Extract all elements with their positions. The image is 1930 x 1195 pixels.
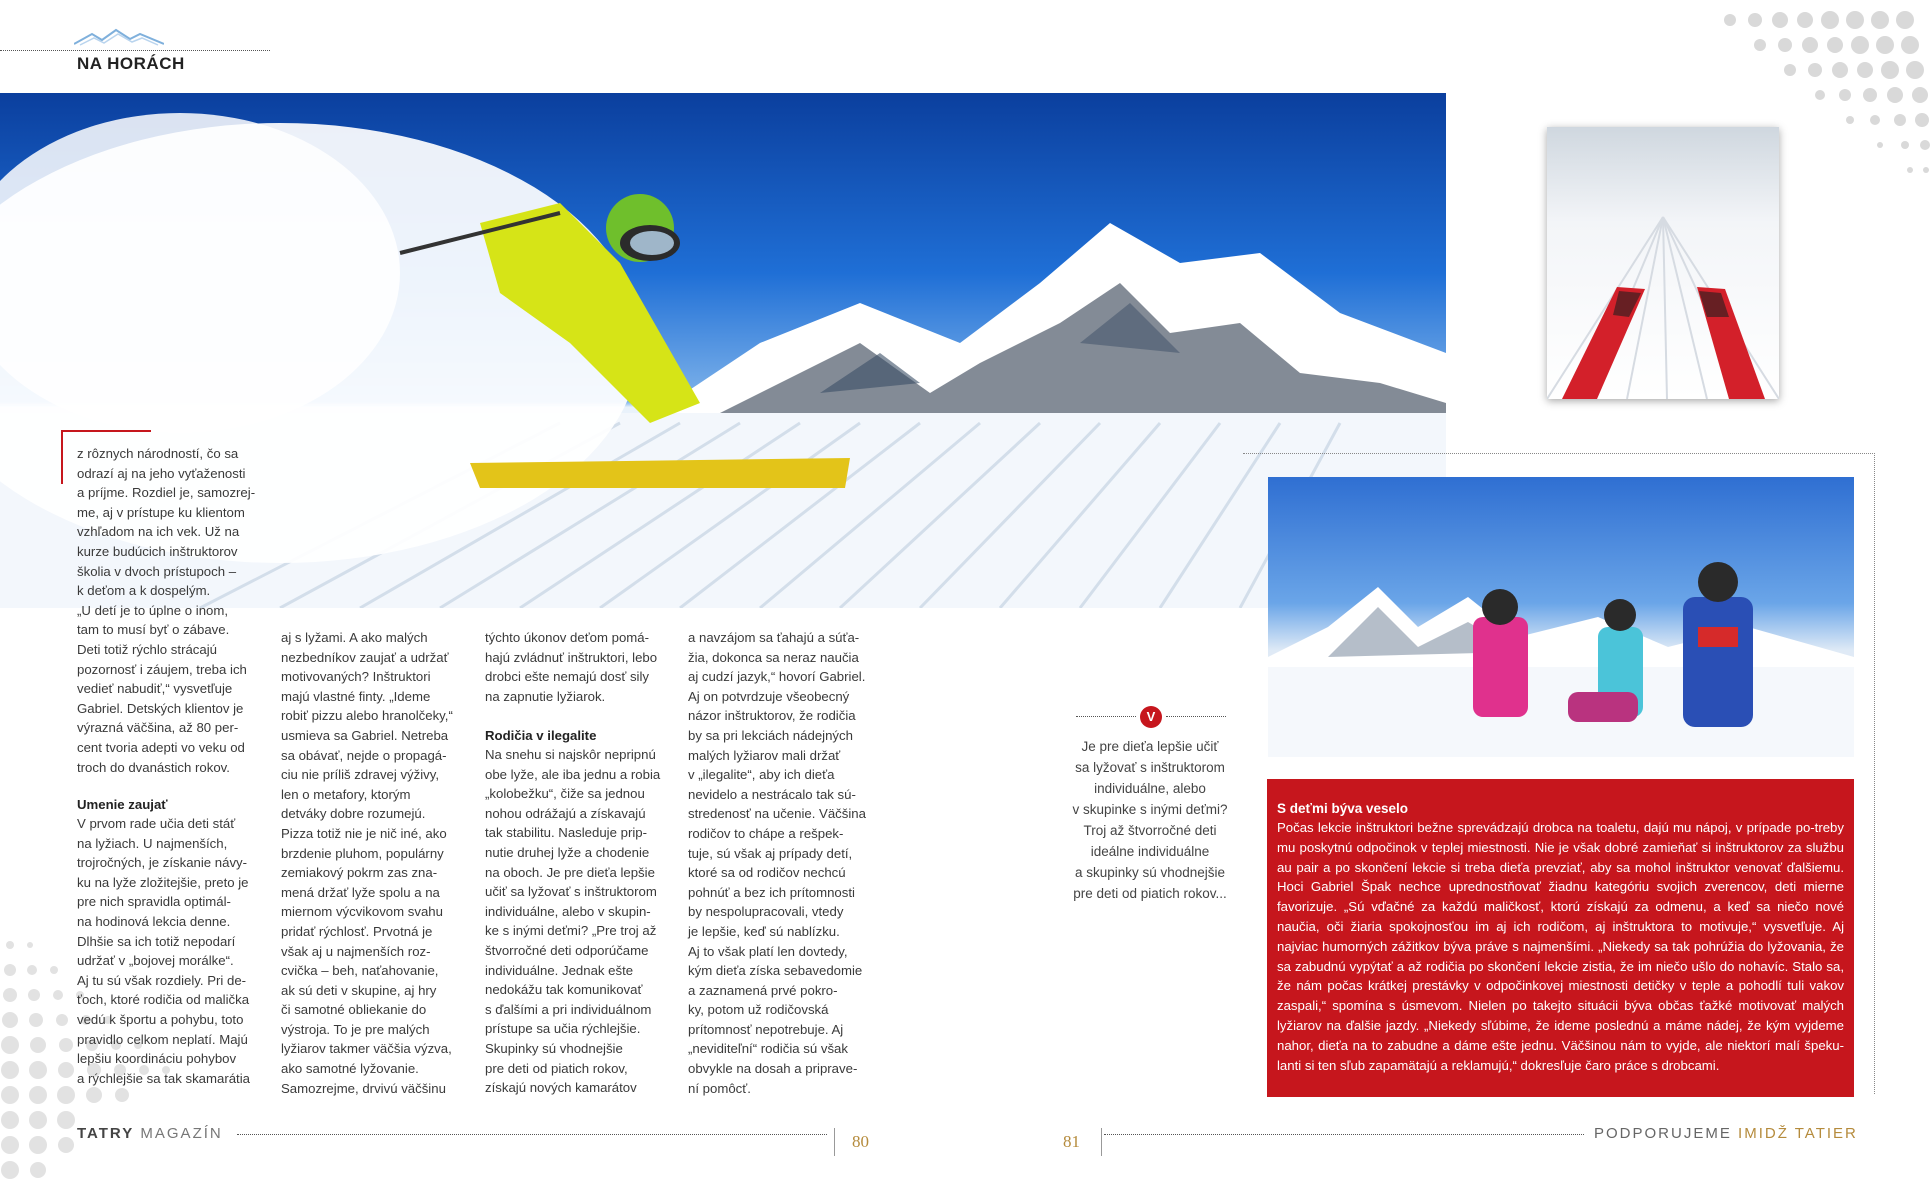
footer-slogan — [1594, 1125, 1858, 1142]
footer-magazine — [77, 1125, 223, 1142]
col4-text: a navzájom sa ťahajú a súťa- žia, dokonca sa neraz naučia aj cudzí jazyk,“ hovorí Gabriel. Aj on potvrdzuje všeobecný názor inštruktorov, že rodičia by sa pri lekciách nádejných malých lyžiarov mali držať v „ilegalite“, aby ich dieťa nevidelo a nestrácalo tak sú- stredenosť na učenie. Väčšina rodičov to chápe a rešpek- tuje, sú však aj prípady detí, ktoré sa od rodičov nechcú pohnúť a bez ich prítomnosti by nespolupracovali, vtedy je lepšie, keď sú nablízku. Aj to však platí len dovtedy, kým dieťa získa sebavedomie a zaznamená prvé pokro- ky, potom už rodičovská prítomnosť nepotrebuje. Aj „neviditeľní“ rodičia sú však obvykle na dosah a priprave- ní pomôcť. — [688, 630, 866, 1096]
page-number-left: 80 — [852, 1132, 869, 1151]
sidebar-red-box — [1267, 779, 1854, 1097]
col2-text: aj s lyžami. A ako malých nezbedníkov zaujať a udržať motivovaných? Inštruktori majú vlastné finty. „Ideme robiť pizzu alebo hranolčeky,“ usmieva sa Gabriel. Netreba sa obávať, nejde o propagá- ciu nie príliš zdravej výživy, len o metafory, ktorým detváky dobre rozumejú. Pizza totiž nie je nič iné, ako brzdenie pluhom, populárny zemiakový pokrm zas zna- mená držať lyže spolu a na miernom výcvikovom svahu pridať rýchlosť. Prvotná je však aj u najmenších roz- cvička – beh, naťahovanie, ak sú deti v skupine, aj hry či samotné obliekanie do výstroja. To je pre malých lyžiarov takmer väčšia výzva, ako samotné lyžovanie. Samozrejme, drvivú väčšinu — [281, 630, 453, 1096]
footer-magazine-light: MAGAZÍN — [140, 1125, 223, 1142]
footer-tick-right — [1101, 1128, 1102, 1156]
photo-kids-cheering — [1268, 477, 1854, 757]
section-title: NA HORÁCH — [77, 54, 185, 73]
footer-slogan-accent: IMIDŽ TATIER — [1738, 1125, 1858, 1142]
quote-rule-left — [1076, 716, 1136, 717]
sidebar-body: Počas lekcie inštruktori bežne sprevádzajú drobca na toaletu, dajú mu nápoj, v prípade po-treby mu poskytnú odpočinok v teplej miestnosti. Nie je však dobré zamieňať si inštruktorov za službu au pair a po skončení lekcie si treba dieťa prevziať, aby sa mohol inštruktor venovať ďalšiemu. Hoci Gabriel Špak nechce uprednostňovať žiadnu kategóriu svojich zverencov, deti mierne favorizuje. „Sú vďačné za každú maličkosť, ktorú získajú za odmenu, a keď sa niečo nové naučia, oči žiaria spokojnosťou im aj ich rodičom, aj inštruktora to motivuje,“ vysvetľuje. Aj najviac humorných zážitkov býva práve s najmenšími. „Niekedy sa tak pohrúžia do lyžovania, že sa zabudnú vypýtať a až rodičia po skončení lekcie zistia, že im niečo ušlo do nohavíc. Stalo sa, že nám počas krátkej prestávky v odpočinkovej miestnosti detičky v teple a pohodlí tuli vakov zaspali,“ spomína s úsmevom. Nielen po takejto situácii býva občas ťažké motivovať malých lyžiarov na ďalšie jazdy. „Niekedy sľúbime, že ideme poslednú a máme nádej, že kým vyjdeme nahor, dieťa na to zabudne a dáme ešte jednu. Väčšinou nám to vyjde, ale niektorí malí špeku-lanti si ten sľub zapamätajú a reklamujú,“ dokresľuje čaro práce s drobcami. — [1277, 820, 1844, 1073]
footer-rule-right — [1104, 1134, 1584, 1135]
quote-rule-right — [1166, 716, 1226, 717]
footer-slogan-light: PODPORUJEME — [1594, 1125, 1732, 1142]
col3-text-bottom: Na snehu si najskôr nepripnú obe lyže, ale iba jednu a robia „kolobežku“, čiže sa jednou nohou odrážajú a získavajú tak stabilitu. Nasleduje prip- nutie druhej lyže a chodenie na oboch. Je pre dieťa lepšie učiť sa lyžovať s inštruktorom individuálne, alebo v skupin- ke s inými deťmi? „Pre troj až štvorročné deti odporúčame individuálne. Jednak ešte nedokážu tak komunikovať s ďalšími a pri individuálnom prístupe sa učia rýchlejšie. Skupinky sú vhodnejšie pre deti od piatich rokov, získajú nových kamarátov — [485, 747, 661, 1096]
footer-rule-left — [237, 1134, 827, 1135]
header-rule — [0, 50, 270, 51]
col3-text-top: týchto úkonov deťom pomá- hajú zvládnuť inštruktori, lebo drobci ešte nemajú dosť sily na zapnutie lyžiarok. — [485, 630, 658, 704]
photo-skis-on-slope — [1547, 127, 1779, 399]
col1-subhead: Umenie zaujať — [77, 797, 168, 812]
header-mountain-icon — [74, 28, 164, 46]
footer-tick-left — [834, 1128, 835, 1156]
page-number-right: 81 — [1063, 1132, 1080, 1151]
pull-quote: Je pre dieťa lepšie učiť sa lyžovať s inštruktorom individuálne, alebo v skupinke s inými deťmi? Troj až štvorročné deti ideálne individuálne a skupinky sú vhodnejšie pre deti od piatich rokov... — [1072, 739, 1228, 901]
col1-text-top: z rôznych národností, čo sa odrazí aj na jeho vyťaženosti a príjme. Rozdiel je, samozrej- me, aj v prístupe ku klientom vzhľadom na ich vek. Už na kurze budúcich inštruktorov školia v dvoch prístupoch – k deťom a k dospelým. „U detí je to úplne o inom, tam to musí byť o zábave. Deti totiž rýchlo strácajú pozornosť i záujem, treba ich vedieť nabudiť,“ vysvetľuje Gabriel. Detských klientov je výrazná väčšina, až 80 per- cent tvoria adepti vo veku od troch do dvanástich rokov. — [77, 446, 256, 775]
col3-subhead: Rodičia v ilegalite — [485, 728, 597, 743]
sidebar-title: S deťmi býva veselo — [1277, 801, 1409, 816]
quote-badge: V — [1140, 706, 1162, 728]
col1-text-bottom: V prvom rade učia deti stáť na lyžiach. U najmenších, trojročných, je získanie návy- ku na lyže zložitejšie, preto je pre nich spravidla optimál- na hodinová lekcia denne. Dlhšie sa ich totiž nepodarí udržať v „bojovej morálke“. Aj tu sú však rozdiely. Pri de- ťoch, ktoré rodičia od malička vedú k športu a pohybu, toto pravidlo celkom neplatí. Majú lepšiu koordináciu pohybov a rýchlejšie sa tak skamarátia — [77, 816, 250, 1086]
footer-magazine-bold: TATRY — [77, 1125, 135, 1142]
